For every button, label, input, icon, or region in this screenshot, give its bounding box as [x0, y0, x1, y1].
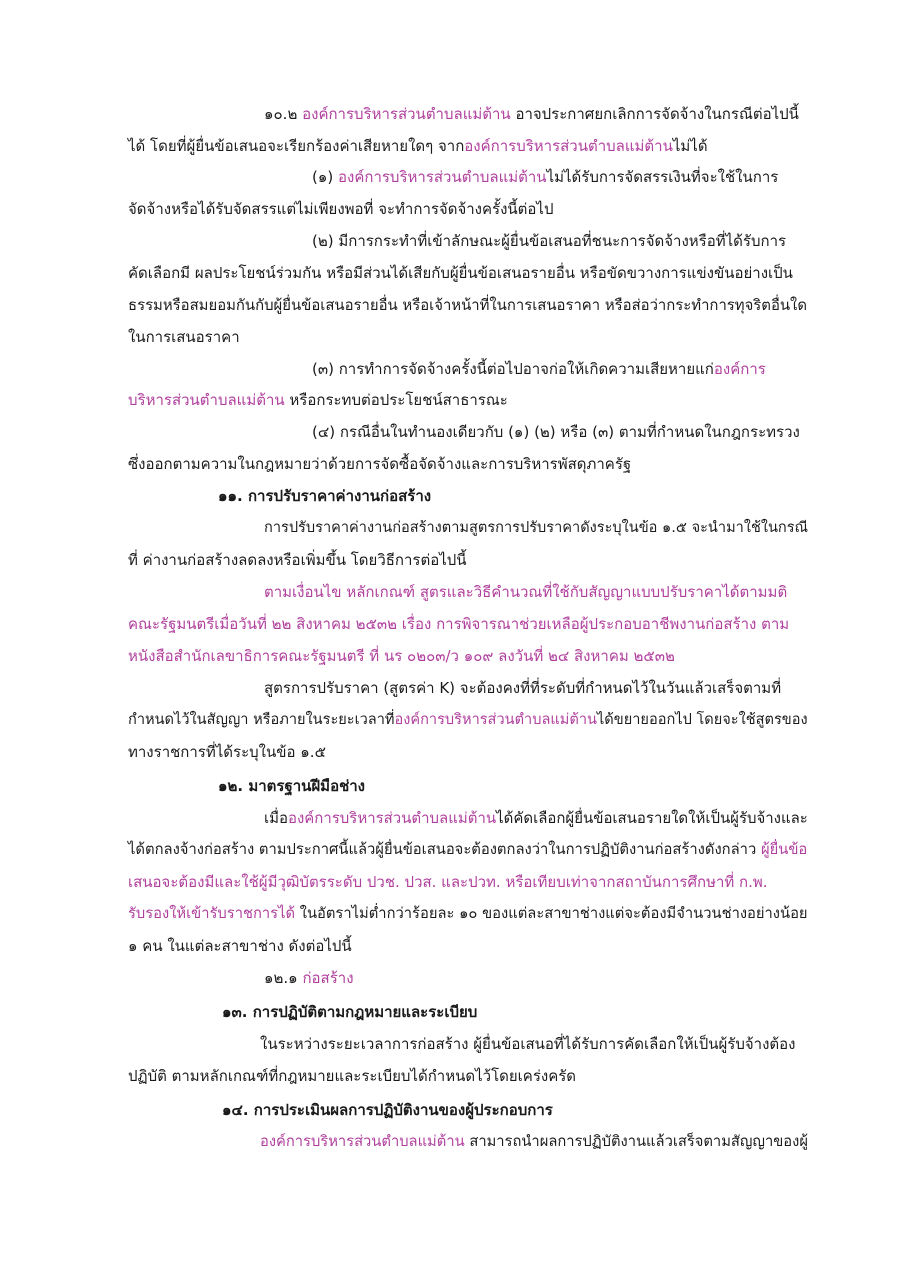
highlighted-text: บริหารส่วนตำบลแม่ต้าน [128, 391, 285, 409]
highlighted-text: เสนอจะต้องมีและใช้ผู้มีวุฒิบัตรระดับ ปวช. ปวส. และปวท. หรือเทียบเท่าจากสถาบันการศึกษาที่ ก.พ. [128, 873, 768, 891]
text-run: ๑๐.๒ [264, 105, 303, 123]
text-run: ซึ่งออกตามความในกฎหมายว่าด้วยการจัดซื้อจัดจ้างและการบริหารพัสดุภาครัฐ [128, 455, 632, 473]
text-run: ที่ ค่างานก่อสร้างลดลงหรือเพิ่มขึ้น โดยวิธีการต่อไปนี้ [128, 551, 467, 569]
text-line [128, 614, 789, 634]
text-line [312, 359, 766, 379]
text-run: ในการเสนอราคา [128, 328, 240, 346]
text-run: ทางราชการที่ได้ระบุในข้อ ๑.๕ [128, 743, 326, 761]
text-line [260, 1132, 808, 1152]
section-heading [222, 1002, 477, 1022]
highlighted-text: รับรองให้เข้ารับราชการได้ [128, 905, 296, 922]
text-run: ๑๒.๑ [264, 969, 303, 987]
text-line [264, 678, 781, 698]
highlighted-text: องค์การบริหารส่วนตำบลแม่ต้าน [302, 105, 511, 123]
text-line [128, 199, 553, 219]
text-run: อาจประกาศยกเลิกการจัดจ้างในกรณีต่อไปนี้ [510, 105, 799, 123]
text-run: ไม่ได้รับการจัดสรรเงินที่จะใช้ในการ [546, 168, 779, 186]
text-run: ได้ขยายออกไป โดยจะใช้สูตรของ [596, 711, 808, 728]
text-run: (๑) [312, 168, 338, 186]
text-run: เมื่อ [264, 809, 288, 827]
text-line [128, 136, 708, 156]
text-line [264, 518, 808, 538]
text-line [128, 390, 508, 410]
text-run: ปฏิบัติ ตามหลักเกณฑ์ที่กฎหมายและระเบียบได้กำหนดไว้โดยเคร่งครัด [128, 1067, 577, 1085]
text-run: ๑๒. มาตรฐานฝีมือช่าง [218, 777, 366, 795]
text-line [128, 550, 467, 570]
text-run: (๒) มีการกระทำที่เข้าลักษณะผู้ยื่นข้อเสนอที่ชนะการจัดจ้างหรือที่ได้รับการ [312, 232, 787, 250]
text-line [128, 904, 808, 924]
text-run: จัดจ้างหรือได้รับจัดสรรแต่ไม่เพียงพอที่ จะทำการจัดจ้างครั้งนี้ต่อไป [128, 200, 554, 218]
highlighted-text: องค์การบริหารส่วนตำบลแม่ต้าน [394, 711, 597, 728]
text-line [128, 295, 807, 315]
highlighted-text: ตามเงื่อนไข หลักเกณฑ์ สูตรและวิธีคำนวณที่ใช้กับสัญญาแบบปรับราคาได้ตามมติ [264, 583, 788, 601]
text-run: สูตรการปรับราคา (สูตรค่า K) จะต้องคงที่ที่ระดับที่กำหนดไว้ในวันแล้วเสร็จตามที่ [264, 679, 782, 697]
text-run: ในอัตราไม่ต่ำกว่าร้อยละ ๑๐ ของแต่ละสาขาช่างแต่จะต้องมีจำนวนช่างอย่างน้อย [295, 905, 808, 922]
highlighted-text: องค์การ [713, 360, 766, 378]
text-line [128, 872, 768, 892]
text-line [264, 104, 799, 124]
highlighted-text: องค์การบริหารส่วนตำบลแม่ต้าน [464, 137, 673, 155]
text-run: กำหนดไว้ในสัญญา หรือภายในระยะเวลาที่ [128, 711, 395, 728]
text-run: หรือกระทบต่อประโยชน์สาธารณะ [284, 391, 508, 409]
text-line [128, 710, 808, 730]
highlighted-text: ก่อสร้าง [302, 969, 354, 987]
text-line [264, 808, 808, 828]
text-run: (๓) การทำการจัดจ้างครั้งนี้ต่อไปอาจก่อให้เกิดความเสียหายแก่ [312, 360, 714, 378]
highlighted-text: ผู้ยื่นข้อ [760, 841, 808, 858]
section-heading [218, 776, 365, 796]
text-run: ๑ คน ในแต่ละสาขาช่าง ดังต่อไปนี้ [128, 937, 352, 955]
text-run: ๑๑. การปรับราคาค่างานก่อสร้าง [218, 487, 432, 505]
text-run: การปรับราคาค่างานก่อสร้างตามสูตรการปรับราคาดังระบุในข้อ ๑.๕ จะนำมาใช้ในกรณี [264, 519, 809, 536]
text-run: คัดเลือกมี ผลประโยชน์ร่วมกัน หรือมีส่วนได้เสียกับผู้ยื่นข้อเสนอรายอื่น หรือขัดขวางการแข่งขันอย่างเป็น [128, 264, 793, 282]
text-run: ไม่ได้ [672, 137, 708, 155]
text-line [128, 454, 631, 474]
text-line [128, 936, 352, 956]
highlighted-text: หนังสือสำนักเลขาธิการคณะรัฐมนตรี ที่ นร ๐๒๐๓/ว ๑๐๙ ลงวันที่ ๒๔ สิงหาคม ๒๕๓๒ [128, 647, 675, 665]
text-line [128, 327, 240, 347]
text-line [128, 263, 793, 283]
section-heading [222, 1100, 553, 1120]
text-line [128, 646, 675, 666]
text-line [128, 840, 807, 860]
highlighted-text: องค์การบริหารส่วนตำบลแม่ต้าน [287, 809, 497, 827]
text-line [260, 1034, 795, 1054]
text-line [264, 968, 354, 988]
text-run: สามารถนำผลการปฏิบัติงานแล้วเสร็จตามสัญญาของผู้ [464, 1133, 808, 1150]
text-line [128, 1066, 576, 1086]
text-run: ธรรมหรือสมยอมกันกับผู้ยื่นข้อเสนอรายอื่น หรือเจ้าหน้าที่ในการเสนอราคา หรือส่อว่ากระทำการทุจริตอื่นใด [128, 296, 807, 314]
text-run: (๔) กรณีอื่นในทำนองเดียวกับ (๑) (๒) หรือ (๓) ตามที่กำหนดในกฎกระทรวง [312, 423, 800, 441]
text-line [128, 742, 326, 762]
text-line [312, 231, 786, 251]
text-run: ๑๓. การปฏิบัติตามกฎหมายและระเบียบ [222, 1003, 478, 1021]
highlighted-text: องค์การบริหารส่วนตำบลแม่ต้าน [338, 168, 547, 186]
text-run: ได้ตกลงจ้างก่อสร้าง ตามประกาศนี้แล้วผู้ยื่นข้อเสนอจะต้องตกลงว่าในการปฏิบัติงานก่อสร้างดังกล่าว [128, 841, 761, 858]
text-run: ในระหว่างระยะเวลาการก่อสร้าง ผู้ยื่นข้อเสนอที่ได้รับการคัดเลือกให้เป็นผู้รับจ้างต้อง [260, 1035, 796, 1053]
text-run: ได้ โดยที่ผู้ยื่นข้อเสนอจะเรียกร้องค่าเสียหายใดๆ จาก [128, 137, 465, 155]
highlighted-text: คณะรัฐมนตรีเมื่อวันที่ ๒๒ สิงหาคม ๒๕๓๒ เรื่อง การพิจารณาช่วยเหลือผู้ประกอบอาชีพงานก่อสร้าง ตาม [128, 615, 790, 633]
text-run: ๑๔. การประเมินผลการปฏิบัติงานของผู้ประกอบการ [222, 1101, 553, 1119]
text-run: ได้คัดเลือกผู้ยื่นข้อเสนอรายใดให้เป็นผู้รับจ้างและ [496, 809, 808, 827]
text-line [264, 582, 787, 602]
section-heading [218, 486, 431, 506]
text-line [312, 167, 778, 187]
highlighted-text: องค์การบริหารส่วนตำบลแม่ต้าน [260, 1133, 465, 1150]
text-line [312, 422, 800, 442]
